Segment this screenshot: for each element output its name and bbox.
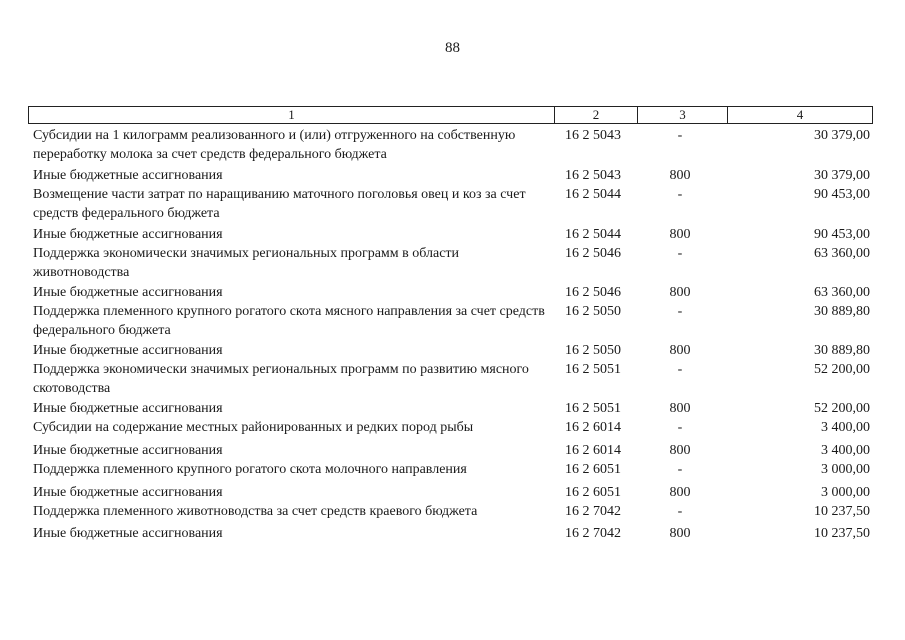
row-name: Иные бюджетные ассигнования — [33, 443, 223, 458]
row-name: Иные бюджетные ассигнования — [33, 227, 223, 242]
row-code: 16 2 5044 — [565, 227, 621, 242]
row-amount: 30 379,00 — [814, 168, 870, 183]
row-amount: 30 889,80 — [814, 343, 870, 358]
table-header — [28, 106, 873, 124]
row-name: Поддержка племенного крупного рогатого скота мясного направления за счет средств федерального бюджета — [33, 304, 545, 338]
row-code: 16 2 5046 — [565, 246, 621, 261]
row-expense-type: - — [677, 304, 683, 319]
page-number: 88 — [445, 40, 460, 56]
row-expense-type: - — [677, 128, 683, 143]
row-amount: 90 453,00 — [814, 187, 870, 202]
row-name: Иные бюджетные ассигнования — [33, 401, 223, 416]
row-expense-type: - — [677, 362, 683, 377]
row-expense-type: 800 — [669, 485, 691, 500]
row-code: 16 2 5043 — [565, 168, 621, 183]
row-amount: 30 379,00 — [814, 128, 870, 143]
row-expense-type: - — [677, 187, 683, 202]
row-expense-type: - — [677, 246, 683, 261]
row-amount: 10 237,50 — [814, 526, 870, 541]
row-name: Поддержка экономически значимых региональных программ в области животноводства — [33, 246, 460, 280]
row-expense-type: 800 — [669, 526, 691, 541]
row-code: 16 2 6051 — [565, 462, 621, 477]
row-name: Субсидии на 1 килограмм реализованного и (или) отгруженного на собственную переработку молока за счет средств федерального бюджета — [33, 128, 516, 162]
row-code: 16 2 5046 — [565, 285, 621, 300]
row-amount: 30 889,80 — [814, 304, 870, 319]
row-name: Поддержка племенного животноводства за счет средств краевого бюджета — [33, 504, 478, 519]
row-name: Иные бюджетные ассигнования — [33, 343, 223, 358]
row-amount: 3 400,00 — [821, 443, 870, 458]
row-amount: 52 200,00 — [814, 401, 870, 416]
header-col-2: 2 — [554, 107, 637, 123]
row-code: 16 2 5051 — [565, 362, 621, 377]
row-amount: 3 400,00 — [821, 420, 870, 435]
row-code: 16 2 5051 — [565, 401, 621, 416]
row-expense-type: 800 — [669, 443, 691, 458]
row-expense-type: 800 — [669, 168, 691, 183]
row-code: 16 2 6014 — [565, 443, 621, 458]
header-col-4: 4 — [727, 107, 872, 123]
row-amount: 52 200,00 — [814, 362, 870, 377]
header-col-3: 3 — [637, 107, 727, 123]
row-code: 16 2 6051 — [565, 485, 621, 500]
row-expense-type: - — [677, 504, 683, 519]
row-expense-type: 800 — [669, 401, 691, 416]
row-code: 16 2 5044 — [565, 187, 621, 202]
row-code: 16 2 5043 — [565, 128, 621, 143]
row-name: Поддержка племенного крупного рогатого скота молочного направления — [33, 462, 467, 477]
row-amount: 63 360,00 — [814, 285, 870, 300]
row-name: Поддержка экономически значимых региональных программ по развитию мясного скотоводства — [33, 362, 529, 396]
row-name: Иные бюджетные ассигнования — [33, 526, 223, 541]
row-expense-type: 800 — [669, 343, 691, 358]
row-amount: 10 237,50 — [814, 504, 870, 519]
row-expense-type: 800 — [669, 227, 691, 242]
row-amount: 3 000,00 — [821, 462, 870, 477]
row-amount: 3 000,00 — [821, 485, 870, 500]
row-code: 16 2 6014 — [565, 420, 621, 435]
row-expense-type: - — [677, 462, 683, 477]
row-amount: 63 360,00 — [814, 246, 870, 261]
row-name: Субсидии на содержание местных районированных и редких пород рыбы — [33, 420, 474, 435]
row-name: Иные бюджетные ассигнования — [33, 285, 223, 300]
row-amount: 90 453,00 — [814, 227, 870, 242]
header-col-1: 1 — [288, 107, 295, 122]
row-expense-type: 800 — [669, 285, 691, 300]
row-name: Иные бюджетные ассигнования — [33, 485, 223, 500]
row-code: 16 2 7042 — [565, 504, 621, 519]
row-expense-type: - — [677, 420, 683, 435]
row-code: 16 2 7042 — [565, 526, 621, 541]
row-code: 16 2 5050 — [565, 304, 621, 319]
row-name: Иные бюджетные ассигнования — [33, 168, 223, 183]
row-code: 16 2 5050 — [565, 343, 621, 358]
row-name: Возмещение части затрат по наращиванию маточного поголовья овец и коз за счет средств федерального бюджета — [33, 187, 526, 221]
